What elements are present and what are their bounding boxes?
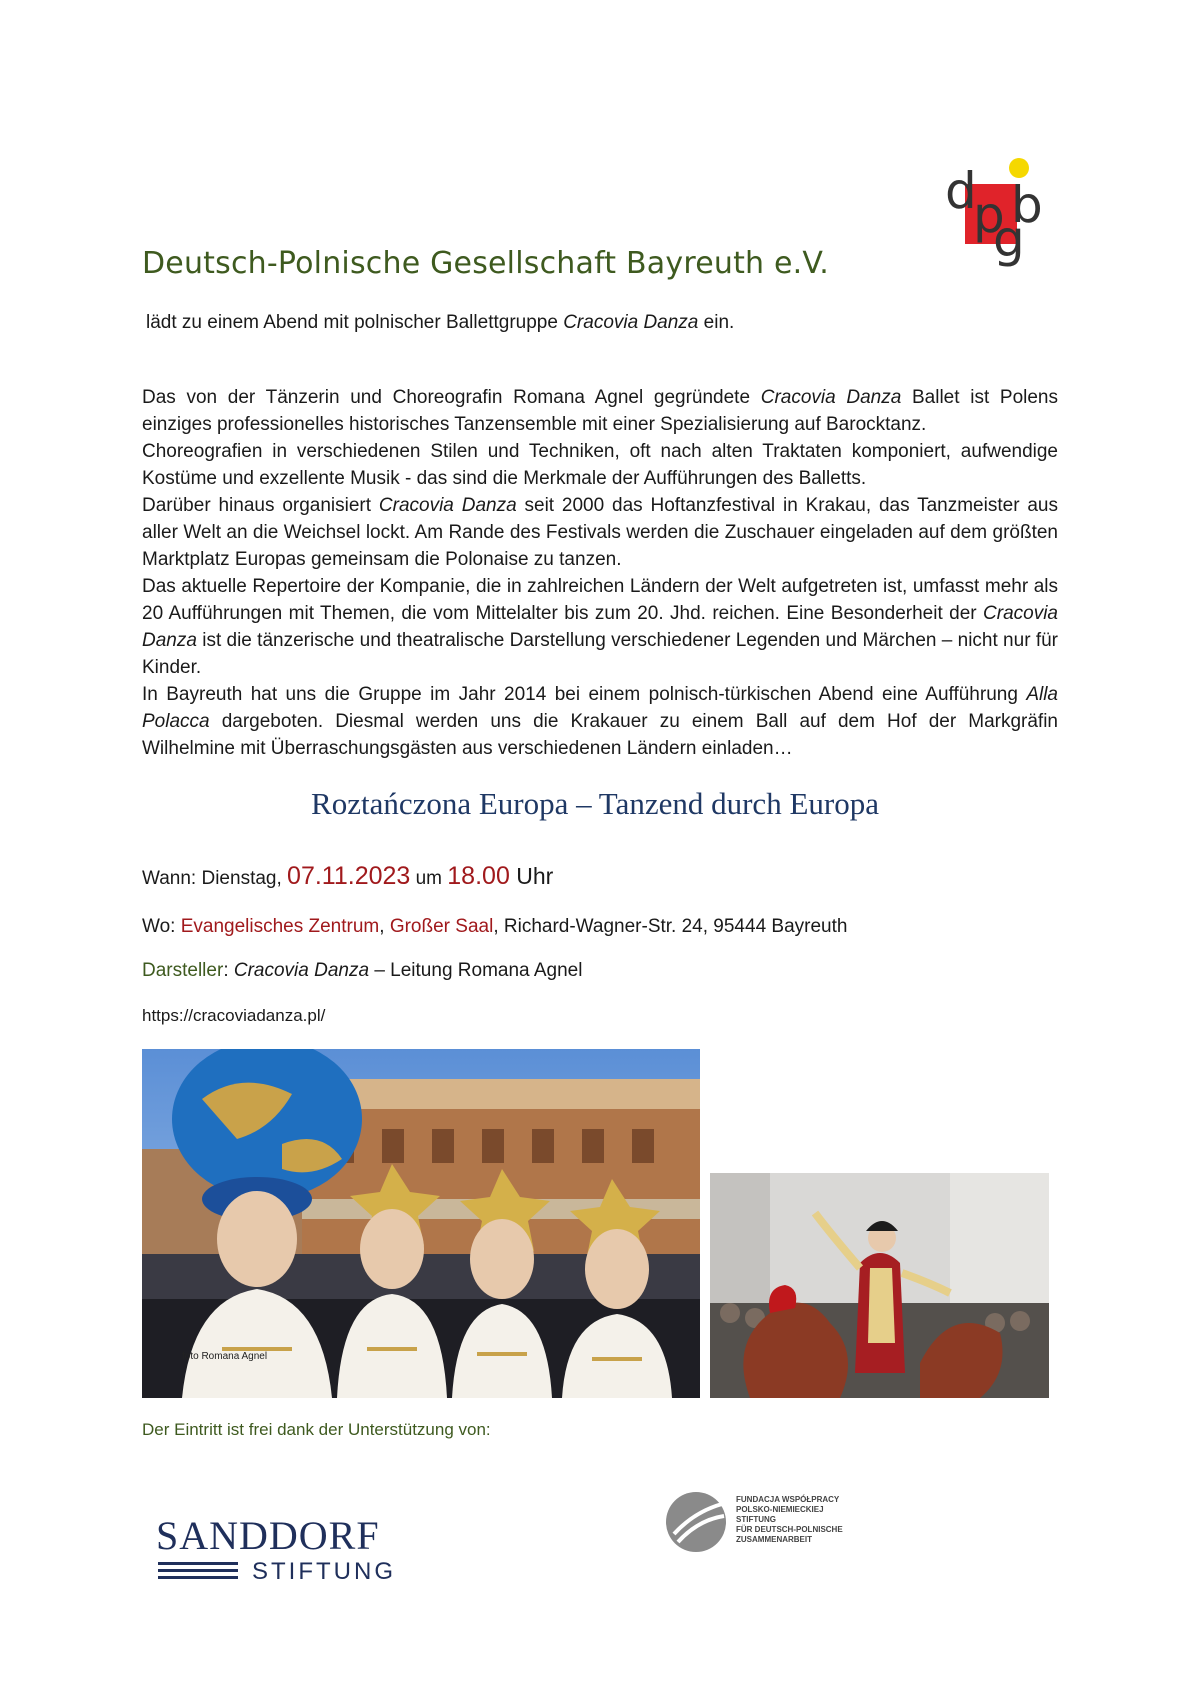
event-hall: Großer Saal <box>389 916 494 937</box>
paragraph-1 <box>142 384 1058 438</box>
paragraph-3 <box>142 492 1058 573</box>
p3-ensemble: Cracovia Danza <box>378 495 517 516</box>
performers-name: Cracovia Danza <box>233 960 370 981</box>
p1-ensemble: Cracovia Danza <box>760 387 902 408</box>
photo-caption: foto Romana Agnel <box>182 1351 268 1362</box>
sandorf-stiftung: STIFTUNG <box>252 1558 396 1585</box>
p5-text-c: dargeboten. Diesmal werden uns die Krakauer zu einem Ball auf dem Hof der Markgräfin Wilhelmine mit Überraschungsgästen aus verschiedenen Ländern einladen… <box>142 711 1058 759</box>
website-url[interactable]: https://cracoviadanza.pl/ <box>142 1006 326 1025</box>
p5-performance: Alla Polacca <box>142 684 1058 732</box>
logo-letter-d: d <box>945 162 977 220</box>
logo-yellow-dot <box>1009 158 1029 178</box>
paragraph-5 <box>142 681 1058 762</box>
event-time: 18.00 <box>447 862 510 890</box>
event-when <box>142 862 553 891</box>
polish-german-foundation-logo <box>664 1490 864 1554</box>
p3-text-c: seit 2000 das Hoftanzfestival in Krakau, das Tanzmeister aus aller Welt an die Weichsel lockt. Am Rande des Festivals werden die Zuschauer eingeladen auf dem größten Marktplatz Europas gemeinsam die Polonaise zu tanzen. <box>142 495 1058 570</box>
event-title: Roztańczona Europa – Tanzend durch Europa <box>311 786 879 821</box>
p5-text-a: In Bayreuth hat uns die Gruppe im Jahr 2014 bei einem polnisch-türkischen Abend eine Aufführung <box>142 684 1027 705</box>
organization-title: Deutsch-Polnische Gesellschaft Bayreuth e.V. <box>142 246 829 281</box>
sandorf-name: SANDDORF <box>156 1513 380 1558</box>
when-uhr: Uhr <box>509 863 554 889</box>
performers-direction: – Leitung Romana Agnel <box>369 960 583 981</box>
logo-letter-p: p <box>973 186 1005 244</box>
invitation-line <box>146 312 734 334</box>
event-where <box>142 916 847 938</box>
p1-text-a: Das von der Tänzerin und Choreografin Romana Agnel gegründete <box>142 387 761 408</box>
sandorf-foundation-logo <box>156 1512 406 1584</box>
logo-graphic <box>945 158 1045 278</box>
support-note: Der Eintritt ist frei dank der Unterstützung von: <box>142 1420 491 1439</box>
when-label: Wann: Dienstag, <box>142 868 288 889</box>
description-body <box>142 384 1058 762</box>
invite-before: lädt zu einem Abend mit polnischer Ballettgruppe <box>146 312 564 333</box>
dpgb-logo <box>945 158 1045 278</box>
p1-text-c: Ballet ist Polens einziges professionelles historisches Tanzensemble mit einer Spezialisierung auf Barocktanz. <box>142 387 1059 435</box>
p4-text-c: ist die tänzerische und theatralische Darstellung verschiedener Legenden und Märchen – nicht nur für Kinder. <box>142 630 1058 678</box>
p4-text-a: Das aktuelle Repertoire der Kompanie, die in zahlreichen Ländern der Welt aufgetreten ist, umfasst mehr als 20 Aufführungen mit Themen, die vom Mittelalter bis zum 20. Jhd. reichen. Eine Besonderheit der <box>142 576 1058 624</box>
logo-letter-g: g <box>993 210 1025 268</box>
when-um: um <box>410 868 448 889</box>
foundation-emblem-icon <box>664 1490 728 1554</box>
foundation-line-2: POLSKO-NIEMIECKIEJ <box>736 1505 824 1514</box>
event-date: 07.11.2023 <box>287 862 411 890</box>
foundation-line-5: ZUSAMMENARBEIT <box>736 1535 812 1544</box>
invite-ensemble-name: Cracovia Danza <box>563 312 699 333</box>
foundation-text <box>736 1495 843 1545</box>
performers-colon: : <box>223 960 234 981</box>
foundation-line-1: FUNDACJA WSPÓŁPRACY <box>736 1495 840 1504</box>
foundation-line-4: FÜR DEUTSCH-POLNISCHE <box>736 1525 843 1534</box>
invite-after: ein. <box>698 312 735 333</box>
event-performers <box>142 960 582 982</box>
costumed-dancer-photo <box>710 1173 1049 1398</box>
event-address: , Richard-Wagner-Str. 24, 95444 Bayreuth <box>493 916 848 937</box>
p4-ensemble: Cracovia Danza <box>142 603 1058 651</box>
where-label: Wo: <box>142 916 181 937</box>
logo-letter-b: b <box>1011 176 1043 234</box>
dancers-market-square-photo <box>142 1049 700 1398</box>
p3-text-a: Darüber hinaus organisiert <box>142 495 379 516</box>
event-venue: Evangelisches Zentrum <box>180 916 380 937</box>
paragraph-2: Choreografien in verschiedenen Stilen und Techniken, oft nach alten Traktaten komponiert, aufwendige Kostüme und exzellente Musik - das sind die Merkmale der Aufführungen des Balletts. <box>142 441 1058 489</box>
paragraph-4 <box>142 573 1058 681</box>
where-comma: , <box>379 916 390 937</box>
sandorf-lines <box>158 1562 238 1583</box>
performers-label: Darsteller <box>142 960 224 981</box>
foundation-line-3: STIFTUNG <box>736 1515 776 1524</box>
